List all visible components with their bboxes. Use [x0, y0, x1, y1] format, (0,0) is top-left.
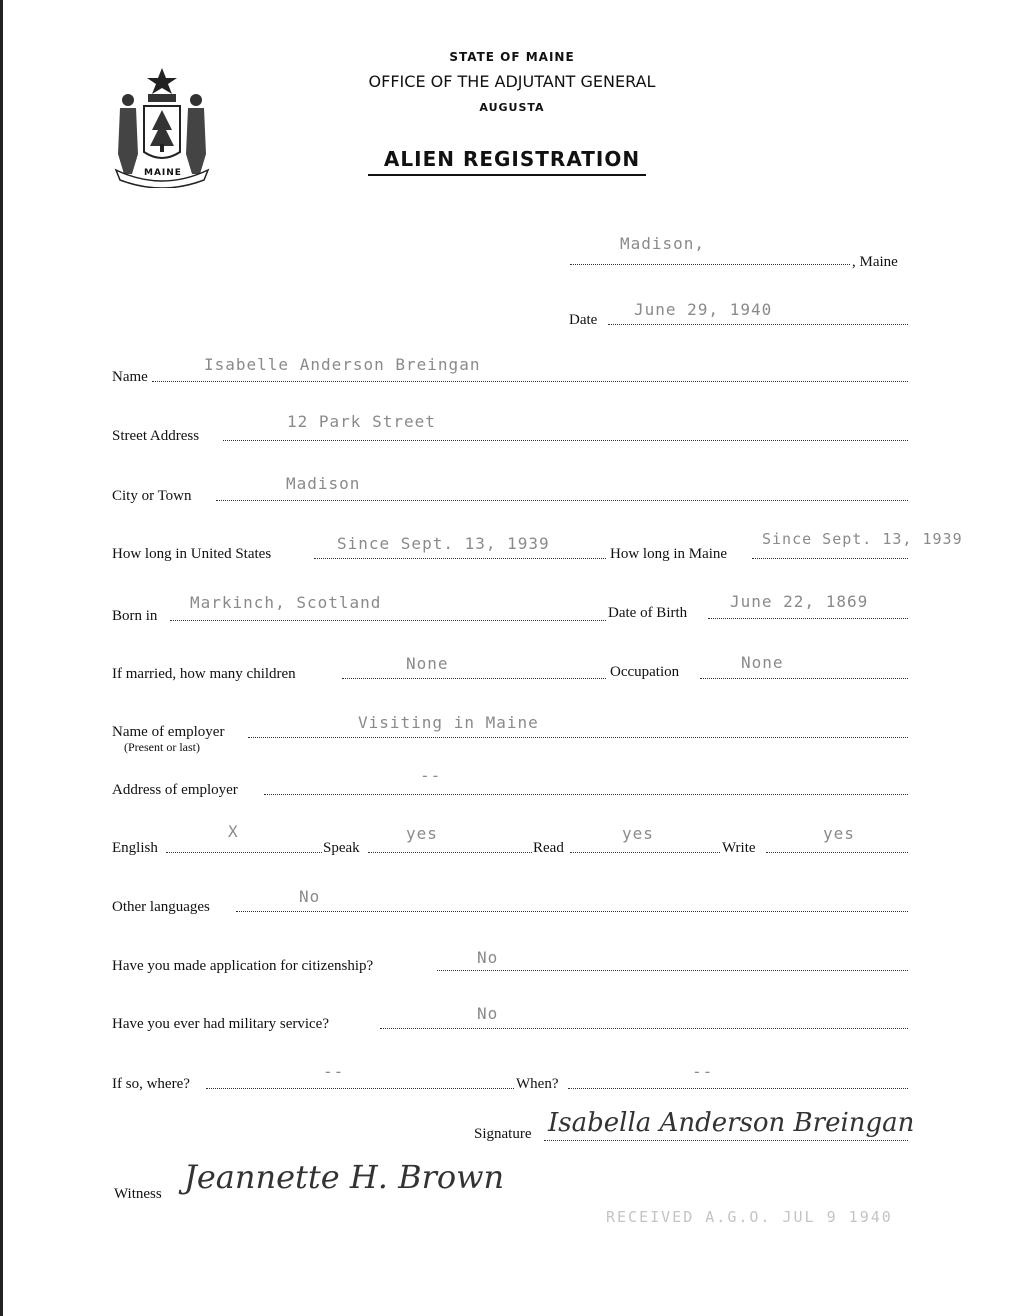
street-line	[223, 440, 908, 441]
town-line	[570, 264, 850, 265]
citizenship-value: No	[477, 948, 499, 967]
children-value: None	[406, 654, 449, 673]
header-office: OFFICE OF THE ADJUTANT GENERAL	[368, 72, 656, 91]
town-value: Madison,	[620, 234, 706, 253]
write-value: yes	[823, 824, 855, 843]
header-state: STATE OF MAINE	[449, 50, 575, 64]
dob-line	[708, 618, 908, 619]
citizenship-label: Have you made application for citizenship?	[112, 958, 374, 974]
other-languages-value: No	[299, 887, 321, 906]
children-label: If married, how many children	[112, 666, 296, 682]
date-line	[608, 324, 908, 325]
name-value: Isabelle Anderson Breingan	[204, 355, 481, 374]
children-line	[342, 678, 606, 679]
military-value: No	[477, 1004, 499, 1023]
dob-value: June 22, 1869	[730, 592, 869, 611]
signature-value: Isabella Anderson Breingan	[548, 1108, 915, 1138]
street-value: 12 Park Street	[287, 412, 436, 431]
where-value: --	[323, 1062, 345, 1081]
citizenship-line	[437, 970, 908, 971]
employer-label: Name of employer	[112, 724, 225, 740]
born-in-value: Markinch, Scotland	[190, 593, 382, 612]
read-line	[570, 852, 720, 853]
english-label: English	[112, 840, 158, 856]
maine-duration-label: How long in Maine	[610, 546, 728, 562]
date-value: June 29, 1940	[634, 300, 773, 319]
employer-line	[248, 737, 908, 738]
occupation-label: Occupation	[610, 664, 680, 680]
where-line	[206, 1088, 514, 1089]
employer-sublabel: (Present or last)	[124, 740, 200, 754]
english-value: X	[228, 822, 239, 841]
us-duration-value: Since Sept. 13, 1939	[337, 534, 550, 553]
other-languages-line	[236, 911, 908, 912]
occupation-value: None	[741, 653, 784, 672]
city-value: Madison	[286, 474, 361, 493]
signature-line	[544, 1140, 908, 1141]
employer-address-value: --	[420, 766, 442, 785]
where-label: If so, where?	[112, 1076, 190, 1092]
us-duration-line	[314, 558, 606, 559]
maine-duration-line	[752, 558, 908, 559]
born-in-label: Born in	[112, 608, 158, 624]
write-line	[766, 852, 908, 853]
name-label: Name	[112, 369, 148, 385]
when-label: When?	[516, 1076, 559, 1092]
city-label: City or Town	[112, 488, 192, 504]
military-line	[380, 1028, 908, 1029]
employer-address-line	[264, 794, 908, 795]
write-label: Write	[722, 840, 756, 856]
witness-label: Witness	[114, 1186, 162, 1202]
employer-address-label: Address of employer	[112, 782, 238, 798]
when-line	[568, 1088, 908, 1089]
signature-label: Signature	[474, 1126, 532, 1142]
dob-label: Date of Birth	[608, 605, 688, 621]
speak-label: Speak	[323, 840, 360, 856]
street-label: Street Address	[112, 428, 200, 444]
military-label: Have you ever had military service?	[112, 1016, 329, 1032]
witness-value: Jeannette H. Brown	[184, 1158, 505, 1196]
name-line	[152, 381, 908, 382]
form-title: ALIEN REGISTRATION	[383, 147, 641, 171]
title-underline	[368, 174, 646, 176]
when-value: --	[692, 1062, 714, 1081]
town-suffix: , Maine	[852, 254, 898, 270]
born-in-line	[170, 620, 606, 621]
english-line	[166, 852, 322, 853]
employer-value: Visiting in Maine	[358, 713, 539, 732]
us-duration-label: How long in United States	[112, 546, 272, 562]
speak-line	[368, 852, 532, 853]
occupation-line	[700, 678, 908, 679]
received-stamp: RECEIVED A.G.O. JUL 9 1940	[606, 1208, 893, 1226]
maine-duration-value: Since Sept. 13, 1939	[762, 530, 963, 548]
seal-banner-text: MAINE	[144, 168, 182, 178]
read-label: Read	[533, 840, 564, 856]
date-label: Date	[569, 312, 598, 328]
speak-value: yes	[406, 824, 438, 843]
city-line	[216, 500, 908, 501]
header-city: AUGUSTA	[479, 101, 545, 114]
read-value: yes	[622, 824, 654, 843]
other-languages-label: Other languages	[112, 899, 210, 915]
